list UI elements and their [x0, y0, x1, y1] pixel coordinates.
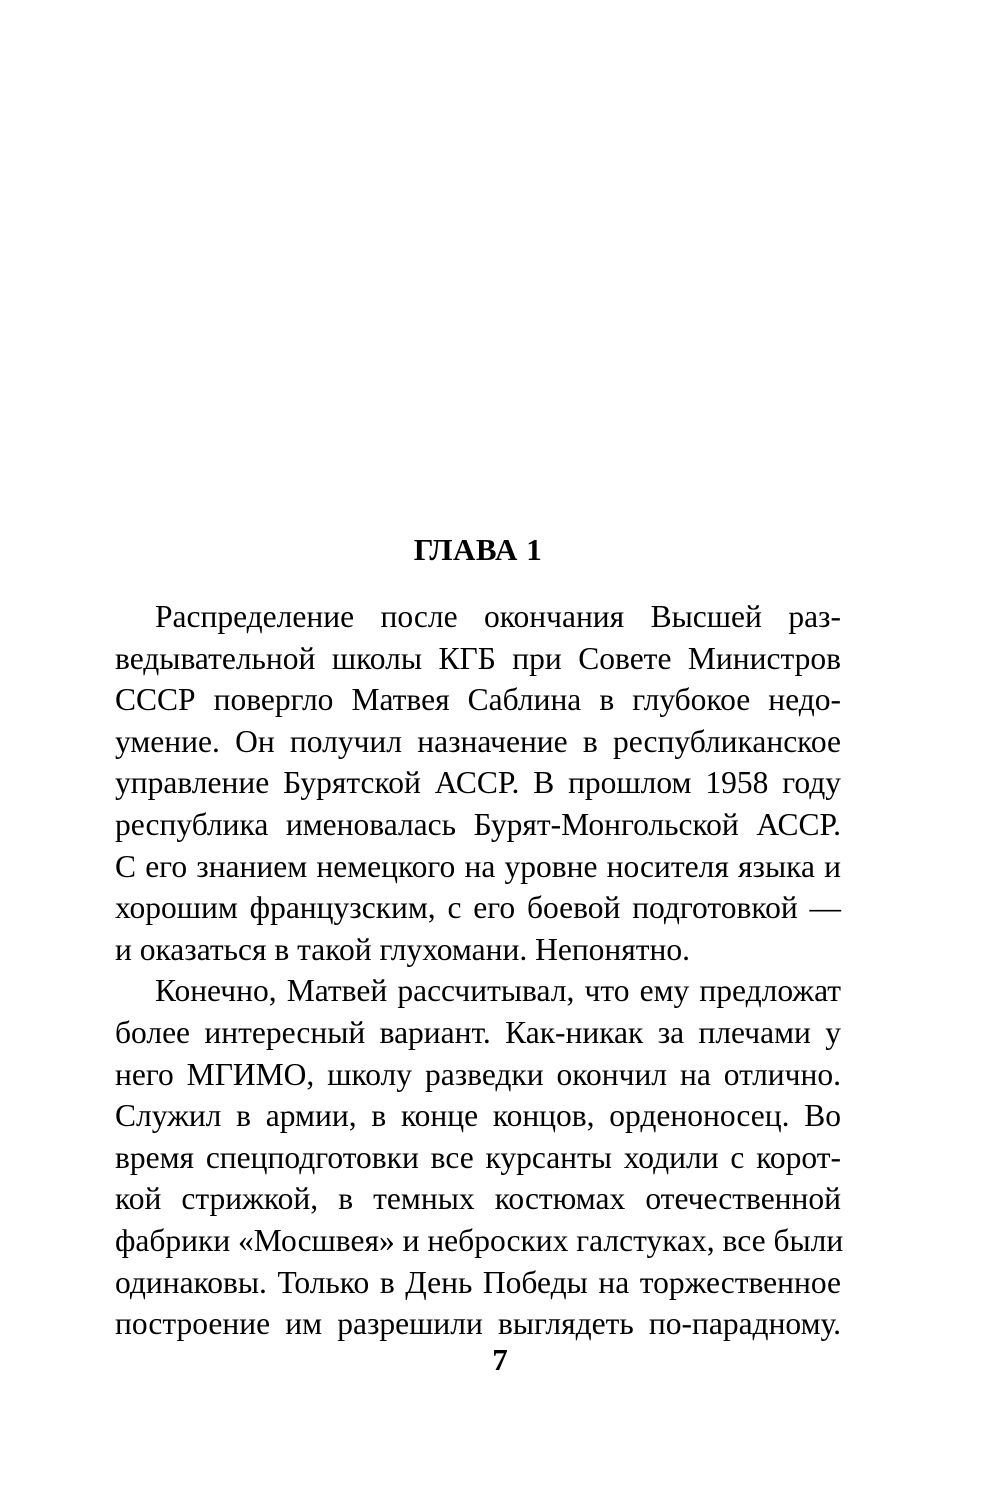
text-line: С его знанием немецкого на уровне носителя языка и — [115, 848, 841, 884]
text-line: республика именовалась Бурят-Монгольской АССР. — [115, 806, 841, 842]
paragraph-2 — [115, 970, 844, 1344]
text-line: СССР повергло Матвея Саблина в глубокое недо- — [115, 682, 841, 718]
text-line: хорошим французским, с его боевой подготовкой — — [115, 890, 841, 926]
text-line: одинаковы. Только в День Победы на торжественное — [115, 1264, 841, 1300]
text-line: построение им разрешили выглядеть по-парадному. — [115, 1306, 841, 1342]
text-line: фабрики «Мосшвея» и неброских галстуках, все были — [115, 1222, 844, 1258]
page-number: 7 — [492, 1342, 508, 1377]
text-line: управление Бурятской АССР. В прошлом 1958 году — [115, 765, 841, 801]
text-line: и оказаться в такой глухомани. Непонятно. — [115, 931, 691, 967]
text-line: умение. Он получил назначение в республиканское — [115, 723, 841, 759]
text-line: Конечно, Матвей рассчитывал, что ему предложат — [155, 973, 841, 1009]
page-body — [115, 528, 844, 1345]
text-line: Распределение после окончания Высшей раз- — [155, 599, 841, 634]
text-line: ведывательной школы КГБ при Совете Министров — [115, 640, 841, 676]
chapter-title: ГЛАВА 1 — [413, 532, 543, 567]
text-line: более интересный вариант. Как-никак за плечами у — [115, 1014, 841, 1050]
text-line: время спецподготовки все курсанты ходили с корот- — [115, 1139, 841, 1175]
text-line: него МГИМО, школу разведки окончил на отлично. — [115, 1056, 841, 1092]
text-line: кой стрижкой, в темных костюмах отечественной — [115, 1181, 841, 1217]
paragraph-1 — [115, 596, 841, 970]
text-line: Служил в армии, в конце концов, орденоносец. Во — [115, 1098, 841, 1134]
